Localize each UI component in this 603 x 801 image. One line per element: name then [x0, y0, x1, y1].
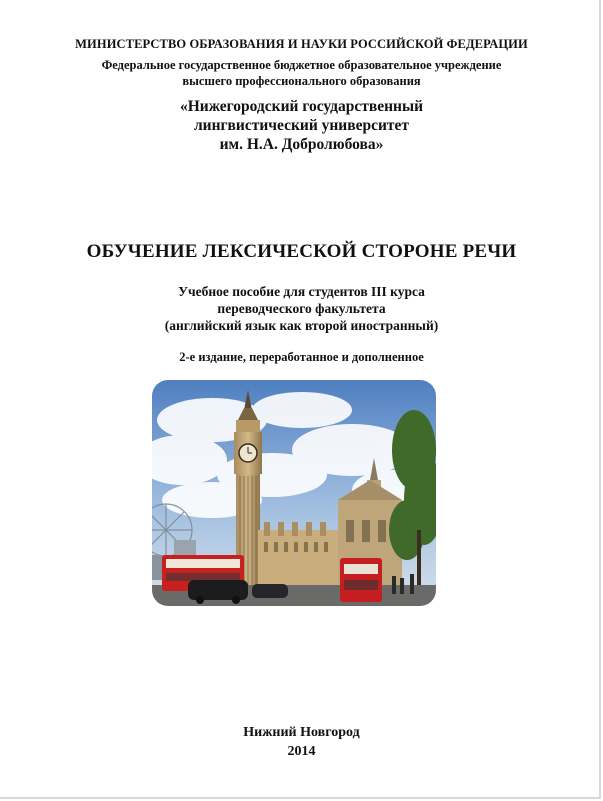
institution-heading: [0, 57, 603, 89]
university-name: [0, 97, 603, 154]
university-line-1: «Нижегородский государственный: [179, 98, 424, 115]
publication-year: 2014: [287, 744, 316, 759]
university-line-2: лингвистический университет: [193, 117, 410, 134]
ministry-heading: МИНИСТЕРСТВО ОБРАЗОВАНИЯ И НАУКИ РОССИЙСКОЙ ФЕДЕРАЦИИ: [75, 37, 528, 51]
edition-note: 2-е издание, переработанное и дополненное: [179, 350, 424, 364]
subtitle-line-1: Учебное пособие для студентов III курса: [178, 284, 425, 299]
book-title: ОБУЧЕНИЕ ЛЕКСИЧЕСКОЙ СТОРОНЕ РЕЧИ: [86, 241, 517, 262]
city-name: Нижний Новгород: [243, 725, 360, 740]
university-line-3: им. Н.А. Добролюбова»: [219, 136, 384, 153]
subtitle-line-3: (английский язык как второй иностранный): [164, 318, 439, 333]
publication-place: [0, 723, 603, 761]
book-subtitle: [0, 283, 603, 334]
big-ben-london-photo: [152, 380, 436, 606]
institution-line-2: высшего профессионального образования: [182, 74, 421, 88]
subtitle-line-2: переводческого факультета: [217, 301, 386, 316]
institution-line-1: Федеральное государственное бюджетное образовательное учреждение: [101, 58, 502, 72]
